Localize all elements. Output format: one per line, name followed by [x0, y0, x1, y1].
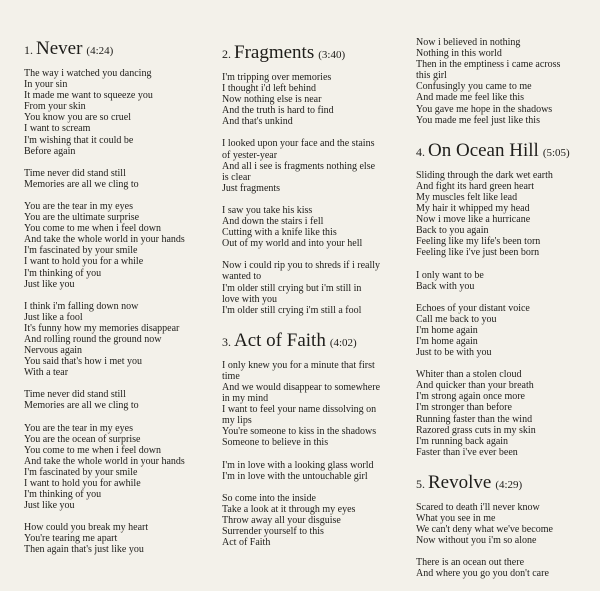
song-title-revolve [416, 472, 596, 496]
lyric-line: I looked upon your face and the stains [222, 138, 375, 150]
lyric-line: With a tear [24, 367, 69, 379]
song-number: 2. [222, 47, 231, 61]
song-title-act-of-faith [222, 330, 412, 354]
lyric-line: Call me back to you [416, 313, 497, 325]
song-duration: (4:24) [86, 45, 114, 57]
column-3 [416, 37, 596, 579]
lyric-line: In your sin [24, 79, 68, 91]
song-duration: (3:40) [318, 49, 346, 61]
lyric-line: Scared to death i'll never know [416, 501, 540, 513]
lyric-line: It's funny how my memories disappear [24, 322, 180, 334]
lyric-line: I'm older still crying i'm still a fool [222, 304, 362, 316]
lyric-line: Out of my world and into your hell [222, 238, 363, 250]
lyric-line: My muscles felt like lead [416, 191, 518, 203]
lyric-line: I'm thinking of you [24, 489, 102, 501]
lyric-line: Just fragments [222, 182, 281, 194]
lyric-line: So come into the inside [222, 492, 316, 504]
lyric-line: wanted to [222, 271, 262, 283]
lyric-line: I want to hold you for a while [24, 256, 144, 268]
lyric-line: Surrender yourself to this [222, 526, 324, 537]
lyric-line: You are the tear in my eyes [24, 200, 133, 212]
lyric-line: And we would disappear to somewhere [222, 381, 381, 393]
lyric-line: Feeling like i've just been born [416, 247, 540, 259]
lyric-line: Just like you [24, 500, 75, 512]
lyric-line: And rolling round the ground now [24, 333, 162, 345]
lyric-line: I want to hold you for awhile [24, 478, 141, 489]
lyric-line: What you see in me [416, 513, 496, 524]
lyric-line: Now nothing else is near [222, 94, 322, 106]
lyric-line: Now i could rip you to shreds if i really [222, 260, 381, 272]
lyric-line: And the truth is hard to find [222, 105, 334, 117]
lyric-line: Running faster than the wind [416, 413, 533, 425]
lyrics-revolve [416, 502, 596, 580]
lyric-line: From your skin [24, 101, 86, 113]
lyric-line: Now i believed in nothing [416, 37, 521, 48]
lyric-line: And quicker than your breath [416, 380, 534, 392]
lyric-line: Then in the emptiness i came across [416, 59, 561, 71]
song-number: 5. [416, 476, 425, 491]
lyric-line: And fight its hard green heart [416, 180, 535, 192]
song-name: On Ocean Hill [428, 139, 539, 161]
lyric-line: I'm fascinated by your smile [24, 466, 138, 478]
lyric-line: I'm older still crying but i'm still in [222, 282, 362, 294]
lyric-line: It made me want to squeeze you [24, 90, 153, 102]
lyric-line: I want to feel your name dissolving on [222, 404, 377, 416]
lyric-line: I only knew you for a minute that first [222, 359, 375, 371]
lyric-line: Time never did stand still [24, 389, 126, 401]
lyric-line: And take the whole world in your hands [24, 455, 185, 467]
lyric-line: in my mind [222, 393, 269, 405]
song-title-never [24, 38, 214, 62]
lyric-line: Cutting with a knife like this [222, 227, 337, 239]
lyric-line: love with you [222, 293, 277, 305]
lyrics-never [24, 68, 214, 556]
lyric-line: And all i see is fragments nothing else [222, 160, 376, 172]
lyric-line: I only want to be [416, 269, 484, 281]
lyric-line: My hair it whipped my head [416, 203, 530, 215]
lyric-line: I want to scream [24, 123, 91, 135]
lyric-line: Whiter than a stolen cloud [416, 369, 522, 381]
lyric-line: I'm stronger than before [416, 402, 512, 414]
lyric-line: I'm home again [416, 335, 478, 347]
lyrics-on-ocean-hill [416, 170, 596, 458]
lyric-line: You made me feel just like this [416, 114, 540, 126]
song-name: Fragments [234, 42, 315, 63]
lyric-line: I thought i'd left behind [222, 83, 317, 95]
lyric-line: Just like you [24, 278, 75, 290]
lyric-line: I'm strong again once more [416, 391, 525, 403]
lyric-line: Memories are all we cling to [24, 400, 139, 412]
lyric-line: Before again [24, 145, 76, 157]
lyric-line: Confusingly you came to me [416, 81, 532, 93]
song-number: 4. [416, 144, 425, 159]
lyric-line: You are the ultimate surprise [24, 212, 140, 224]
lyric-line: is clear [222, 171, 251, 183]
lyric-line: Memories are all we cling to [24, 178, 139, 190]
lyric-line: of yester-year [222, 149, 278, 161]
lyric-line: Razored grass cuts in my skin [416, 424, 536, 436]
lyric-line: You come to me when i feel down [24, 444, 162, 456]
lyric-line: Back with you [416, 280, 475, 292]
lyric-line: Echoes of your distant voice [416, 302, 530, 314]
song-name: Act of Faith [234, 329, 326, 351]
lyric-line: Throw away all your disguise [222, 514, 341, 526]
song-number: 1. [24, 43, 33, 57]
lyric-line: I'm in love with the untouchable girl [222, 470, 368, 482]
lyric-line: I'm running back again [416, 435, 509, 447]
lyric-line: And take the whole world in your hands [24, 234, 185, 246]
lyric-line: my lips [222, 415, 252, 427]
lyrics-fragments [222, 72, 412, 316]
song-duration: (4:02) [329, 336, 357, 349]
lyric-line: I'm thinking of you [24, 267, 102, 279]
lyric-line: You said that's how i met you [24, 356, 143, 368]
lyric-line: You know you are so cruel [24, 112, 132, 124]
lyric-line: I saw you take his kiss [222, 204, 313, 216]
lyric-line: You're tearing me apart [24, 533, 118, 545]
lyric-line: this girl [416, 70, 447, 82]
lyric-line: You come to me when i feel down [24, 223, 162, 235]
lyric-line: Someone to believe in this [222, 437, 329, 449]
lyric-line: I'm wishing that it could be [24, 134, 134, 146]
lyric-line: Nervous again [24, 345, 83, 357]
lyric-line: I think i'm falling down now [24, 300, 139, 312]
song-duration: (5:05) [542, 146, 570, 159]
song-name: Revolve [428, 471, 492, 493]
lyric-line: We can't deny what we've become [416, 524, 553, 536]
lyrics-act-of-faith-continued [416, 37, 596, 126]
song-number: 3. [222, 334, 231, 349]
lyric-line: Time never did stand still [24, 167, 126, 179]
lyric-line: You are the tear in my eyes [24, 422, 133, 434]
lyric-line: You're someone to kiss in the shadows [222, 426, 377, 438]
lyric-line: I'm in love with a looking glass world [222, 459, 374, 471]
lyric-line: How could you break my heart [24, 522, 149, 534]
lyric-line: And down the stairs i fell [222, 216, 324, 228]
lyric-line: Nothing in this world [416, 48, 502, 60]
lyric-line: You gave me hope in the shadows [416, 103, 553, 115]
lyric-line: Now i move like a hurricane [416, 214, 531, 226]
lyric-line: Sliding through the dark wet earth [416, 169, 553, 181]
song-title-fragments [222, 42, 412, 66]
lyric-line: time [222, 370, 240, 382]
lyric-line: Take a look at it through my eyes [222, 503, 356, 515]
lyric-line: Feeling like my life's been torn [416, 236, 541, 248]
lyric-line: There is an ocean out there [416, 557, 525, 569]
song-title-on-ocean-hill [416, 140, 596, 164]
column-2 [222, 42, 412, 548]
lyric-line: I'm home again [416, 324, 478, 336]
lyric-line: And that's unkind [222, 116, 293, 128]
lyric-line: And where you go you don't care [416, 568, 549, 580]
lyric-line: I'm fascinated by your smile [24, 245, 138, 257]
lyrics-act-of-faith [222, 360, 412, 548]
lyric-line: Act of Faith [222, 537, 271, 549]
lyric-line: And made me feel like this [416, 92, 525, 104]
song-duration: (4:29) [495, 478, 523, 491]
lyric-line: I'm tripping over memories [222, 72, 332, 83]
lyric-line: Faster than i've ever been [416, 446, 518, 458]
lyric-line: Just to be with you [416, 347, 492, 359]
lyric-line: Then again that's just like you [24, 544, 144, 556]
lyric-line: You are the ocean of surprise [24, 433, 141, 445]
lyric-line: Now without you i'm so alone [416, 535, 537, 547]
lyric-line: The way i watched you dancing [24, 68, 152, 79]
lyric-line: Just like a fool [24, 311, 83, 323]
column-1 [24, 38, 214, 556]
song-name: Never [36, 38, 83, 59]
lyric-line: Back to you again [416, 225, 489, 237]
